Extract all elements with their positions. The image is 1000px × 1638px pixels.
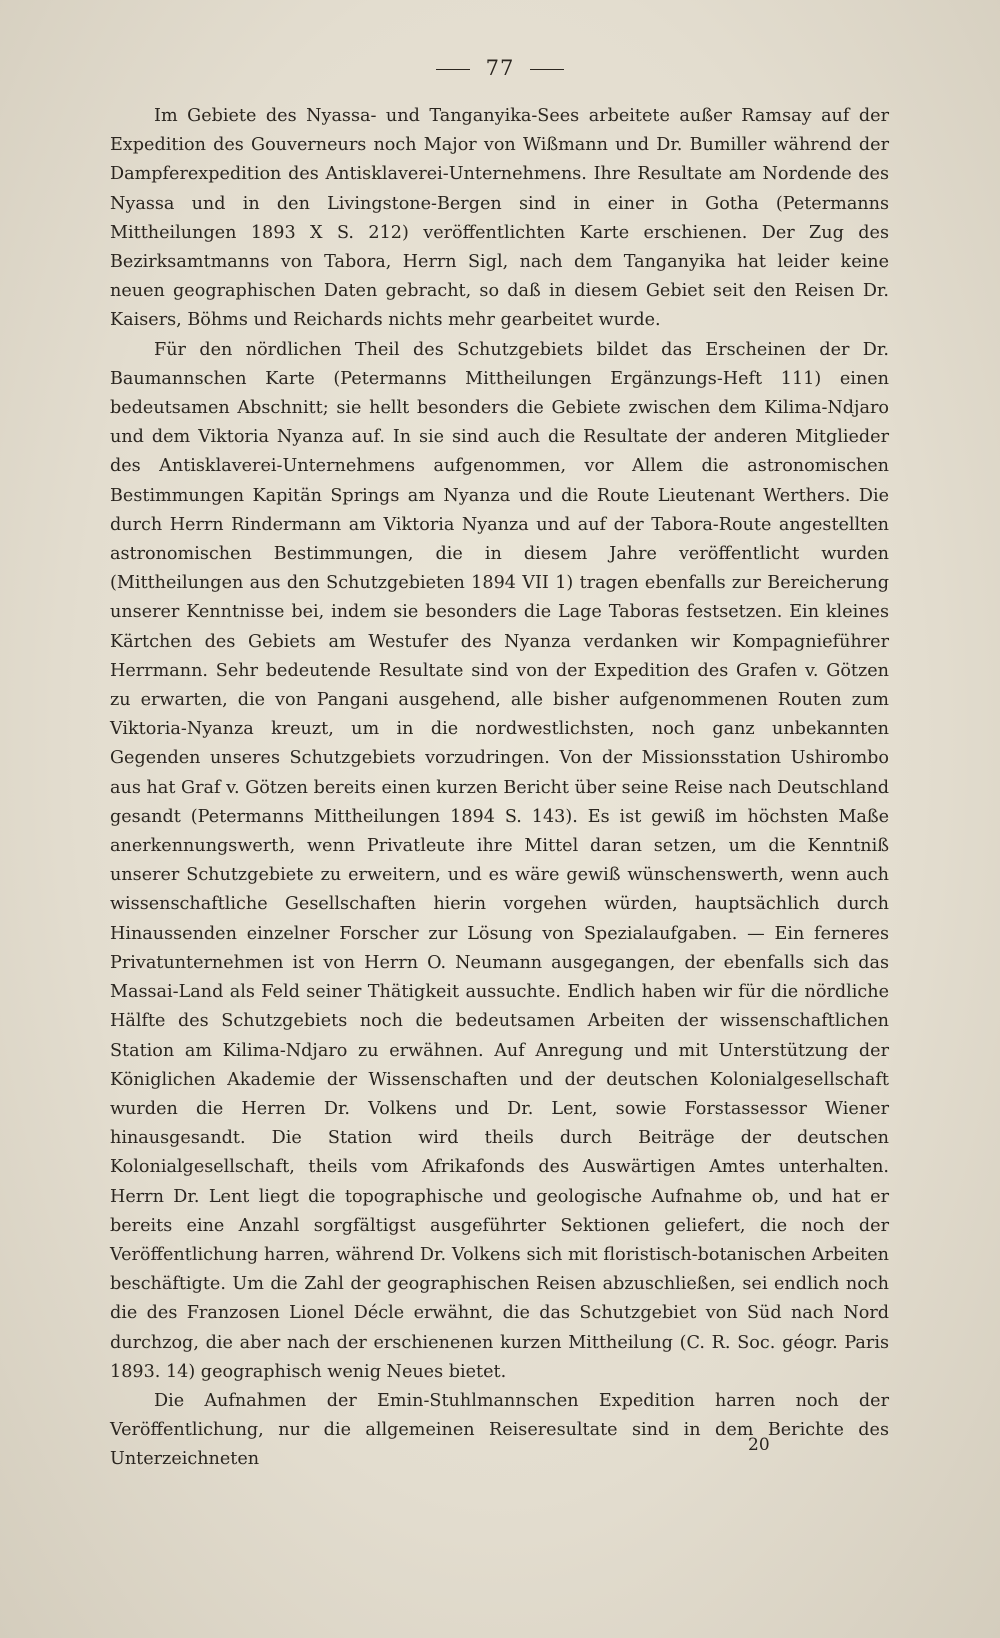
header-dash-right <box>530 69 564 70</box>
signature-mark: 20 <box>748 1435 770 1455</box>
paragraph-3: Die Aufnahmen der Emin-Stuhlmannschen Expedition harren noch der Veröffentlichung, nur die allgemeinen Reiseresultate sind in dem Berichte des Unterzeichneten <box>110 1390 889 1470</box>
header-dash-left <box>436 69 470 70</box>
paragraph-2: Für den nördlichen Theil des Schutzgebiets bildet das Erscheinen der Dr. Baumannschen Karte (Petermanns Mittheilungen Ergänzungs-Heft 111) einen bedeutsamen Abschnitt; sie hellt besonders die Gebiete zwischen dem Kilima-Ndjaro und dem Viktoria Nyanza auf. In sie sind auch die Resultate der anderen Mitglieder des Antisklaverei-Unternehmens aufgenommen, vor Allem die astronomischen Bestimmungen Kapitän Springs am Nyanza und die Route Lieutenant Werthers. Die durch Herrn Rindermann am Viktoria Nyanza und auf der Tabora-Route angestellten astronomischen Bestimmungen, die in diesem Jahre veröffentlicht wurden (Mittheilungen aus den Schutzgebieten 1894 VII 1) tragen ebenfalls zur Bereicherung unserer Kenntnisse bei, indem sie besonders die Lage Taboras festsetzen. Ein kleines Kärtchen des Gebiets am Westufer des Nyanza verdanken wir Kompagnieführer Herrmann. Sehr bedeutende Resultate sind von der Expedition des Grafen v. Götzen zu erwarten, die von Pangani ausgehend, alle bisher aufgenommenen Routen zum Viktoria-Nyanza kreuzt, um in die nordwestlichsten, noch ganz unbekannten Gegenden unseres Schutzgebiets vorzudringen. Von der Missionsstation Ushirombo aus hat Graf v. Götzen bereits einen kurzen Bericht über seine Reise nach Deutschland gesandt (Petermanns Mittheilungen 1894 S. 143). Es ist gewiß im höchsten Maße anerkennungswerth, wenn Privatleute ihre Mittel daran setzen, um die Kenntniß unserer Schutzgebiete zu erweitern, und es wäre gewiß wünschenswerth, wenn auch wissenschaftliche Gesellschaften hierin vorgehen würden, hauptsächlich durch Hinaussenden einzelner Forscher zur Lösung von Spezialaufgaben. — Ein ferneres Privatunternehmen ist von Herrn O. Neumann ausgegangen, der ebenfalls sich das Massai-Land als Feld seiner Thätigkeit aussuchte. Endlich haben wir für die nördliche Hälfte des Schutzgebiets noch die bedeutsamen Arbeiten der wissenschaftlichen Station am Kilima-Ndjaro zu erwähnen. Auf Anregung und mit Unterstützung der Königlichen Akademie der Wissenschaften und der deutschen Kolonialgesellschaft wurden die Herren Dr. Volkens und Dr. Lent, sowie Forstassessor Wiener hinausgesandt. Die Station wird theils durch Beiträge der deutschen Kolonialgesellschaft, theils vom Afrikafonds des Auswärtigen Amtes unterhalten. Herrn Dr. Lent liegt die topographische und geologische Aufnahme ob, und hat er bereits eine Anzahl sorgfältigst ausgeführter Sektionen geliefert, die noch der Veröffentlichung harren, während Dr. Volkens sich mit floristisch-botanischen Arbeiten beschäftigte. Um die Zahl der geographischen Reisen abzuschließen, sei endlich noch die des Franzosen Lionel Décle erwähnt, die das Schutzgebiet von Süd nach Nord durchzog, die aber nach der erschienenen kurzen Mittheilung (C. R. Soc. géogr. Paris 1893. 14) geographisch wenig Neues bietet. <box>110 339 889 1382</box>
page-header <box>0 56 1000 80</box>
page-number: 77 <box>485 56 515 80</box>
paragraph-1: Im Gebiete des Nyassa- und Tanganyika-Sees arbeitete außer Ramsay auf der Expedition des Gouverneurs noch Major von Wißmann und Dr. Bumiller während der Dampferexpedition des Antisklaverei-Unternehmens. Ihre Resultate am Nordende des Nyassa und in den Livingstone-Bergen sind in einer in Gotha (Petermanns Mittheilungen 1893 X S. 212) veröffentlichten Karte erschienen. Der Zug des Bezirksamtmanns von Tabora, Herrn Sigl, nach dem Tanganyika hat leider keine neuen geographischen Daten gebracht, so daß in diesem Gebiet seit den Reisen Dr. Kaisers, Böhms und Reichards nichts mehr gearbeitet wurde. <box>110 106 889 331</box>
body-text <box>110 102 889 1475</box>
